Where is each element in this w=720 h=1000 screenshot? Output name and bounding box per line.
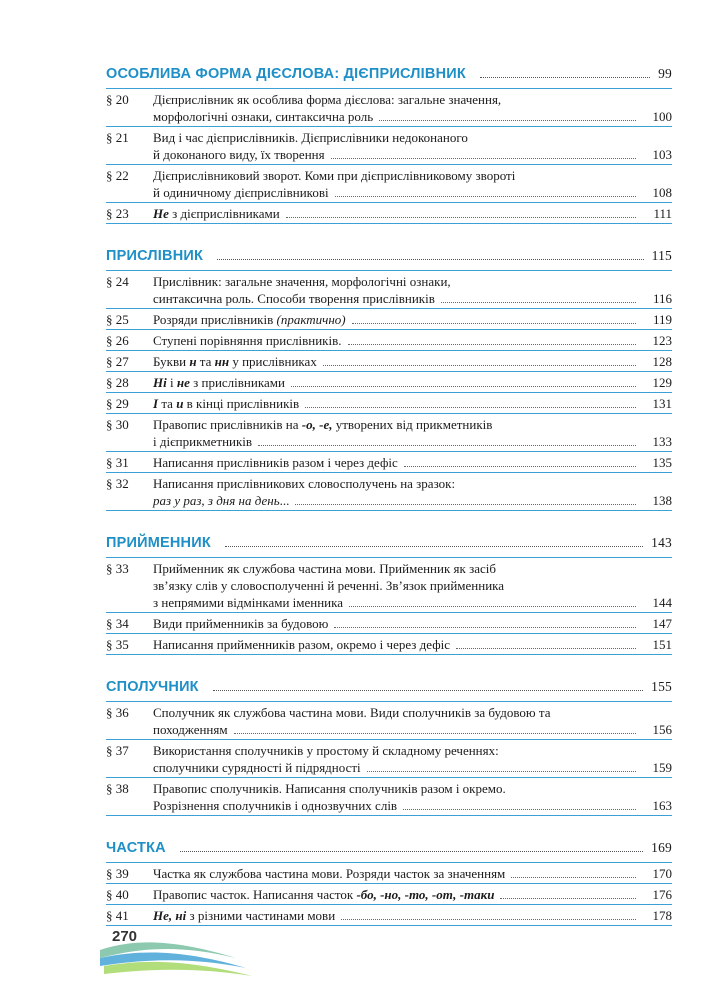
entry-text: Частка як службова частина мови. Розряди часток за значенням	[153, 866, 506, 881]
entry-text: Не	[153, 206, 169, 221]
entry-page: 178	[652, 908, 672, 923]
entry-text: ...	[279, 493, 290, 508]
section-entries	[106, 88, 672, 224]
entry-line	[153, 560, 672, 577]
entry-text: нн	[214, 354, 230, 369]
entry-text: Не, ні	[153, 908, 187, 923]
dot-leader	[511, 877, 636, 878]
section-title: ПРИСЛІВНИК	[106, 248, 204, 264]
toc-entry	[106, 740, 672, 778]
toc-entry	[106, 702, 672, 740]
entry-page: 131	[652, 396, 672, 411]
entry-line	[153, 577, 672, 594]
entry-line	[153, 332, 672, 349]
paragraph-number: § 29	[106, 396, 129, 411]
entry-line	[153, 704, 672, 721]
dot-leader	[286, 217, 636, 218]
page-footer	[96, 928, 256, 978]
entry-line	[153, 273, 672, 290]
entry-page: 159	[652, 760, 672, 775]
entry-text: сполучники сурядності й підрядності	[153, 760, 361, 775]
entry-text: -о, -е,	[301, 417, 333, 432]
entry-line	[153, 433, 672, 450]
dot-leader	[341, 919, 636, 920]
paragraph-number: § 27	[106, 354, 129, 369]
entry-page: 176	[652, 887, 672, 902]
entry-page: 156	[652, 722, 672, 737]
section-page: 99	[658, 66, 672, 81]
dot-leader	[291, 386, 636, 387]
entry-text: Правопис прислівників на	[153, 417, 302, 432]
toc-entry	[106, 778, 672, 816]
section-title: ЧАСТКА	[106, 840, 166, 856]
toc-entry	[106, 393, 672, 414]
toc-entry	[106, 634, 672, 655]
paragraph-number: § 24	[106, 274, 129, 289]
toc-entry	[106, 558, 672, 613]
dot-leader	[225, 546, 643, 547]
paragraph-number: § 26	[106, 333, 129, 348]
paragraph-number: § 38	[106, 781, 129, 796]
entry-line	[153, 311, 672, 328]
entry-page: 100	[652, 109, 672, 124]
toc-entry	[106, 905, 672, 926]
paragraph-number: § 35	[106, 637, 129, 652]
entry-text: Ні	[153, 375, 167, 390]
paragraph-number: § 32	[106, 476, 129, 491]
entry-page: 108	[652, 185, 672, 200]
entry-line	[153, 374, 672, 391]
section-title: ПРИЙМЕННИК	[106, 535, 211, 551]
toc-entry	[106, 165, 672, 203]
paragraph-number: § 22	[106, 168, 129, 183]
section-page: 169	[651, 840, 672, 855]
paragraph-number: § 39	[106, 866, 129, 881]
entry-line	[153, 290, 672, 307]
toc-entry	[106, 351, 672, 372]
section-entries	[106, 862, 672, 926]
dot-leader	[234, 733, 636, 734]
entry-text: Правопис часток. Написання часток	[153, 887, 357, 902]
entry-text: (практично)	[276, 312, 346, 327]
toc-entry	[106, 271, 672, 309]
entry-line	[153, 886, 672, 903]
entry-page: 129	[652, 375, 672, 390]
entry-text: синтаксична роль. Способи творення прислівників	[153, 291, 435, 306]
entry-text: з прислівниками	[189, 375, 285, 390]
entry-line	[153, 636, 672, 653]
entry-text: Дієприслівник як особлива форма дієслова: загальне значення,	[153, 92, 502, 107]
dot-leader	[367, 771, 636, 772]
dot-leader	[456, 648, 636, 649]
paragraph-number: § 20	[106, 92, 129, 107]
entry-line	[153, 492, 672, 509]
entry-text: Прийменник як службова частина мови. Прийменник як засіб	[153, 561, 496, 576]
dot-leader	[335, 196, 636, 197]
dot-leader	[403, 809, 636, 810]
entry-line	[153, 91, 672, 108]
entry-page: 151	[652, 637, 672, 652]
entry-line	[153, 416, 672, 433]
entry-text: і дієприкметників	[153, 434, 253, 449]
entry-text: та	[158, 396, 177, 411]
section-heading	[106, 671, 672, 695]
entry-text: та	[196, 354, 215, 369]
dot-leader	[404, 466, 636, 467]
entry-text: у прислівниках	[229, 354, 317, 369]
entry-text: Написання прийменників разом, окремо і через дефіс	[153, 637, 451, 652]
entry-line	[153, 454, 672, 471]
entry-page: 128	[652, 354, 672, 369]
entry-text: в кінці прислівників	[183, 396, 300, 411]
entry-text: з непрямими відмінками іменника	[153, 595, 344, 610]
entry-line	[153, 129, 672, 146]
paragraph-number: § 31	[106, 455, 129, 470]
entry-text: Розрізнення сполучників і однозвучних слів	[153, 798, 398, 813]
section-heading	[106, 58, 672, 82]
entry-text: н	[189, 354, 197, 369]
dot-leader	[352, 323, 636, 324]
entry-text: Розряди прислівників	[153, 312, 277, 327]
dot-leader	[334, 627, 636, 628]
paragraph-number: § 40	[106, 887, 129, 902]
section-heading	[106, 832, 672, 856]
section-heading	[106, 240, 672, 264]
entry-text: морфологічні ознаки, синтаксична роль	[153, 109, 374, 124]
dot-leader	[331, 158, 636, 159]
toc-entry	[106, 127, 672, 165]
entry-text: Використання сполучників у простому й складному реченнях:	[153, 743, 499, 758]
entry-page: 138	[652, 493, 672, 508]
toc-entry	[106, 452, 672, 473]
entry-line	[153, 742, 672, 759]
section-entries	[106, 270, 672, 511]
entry-line	[153, 907, 672, 924]
entry-line	[153, 721, 672, 738]
paragraph-number: § 37	[106, 743, 129, 758]
paragraph-number: § 41	[106, 908, 129, 923]
entry-text: з різними частинами мови	[186, 908, 336, 923]
paragraph-number: § 36	[106, 705, 129, 720]
entry-page: 111	[653, 206, 672, 221]
paragraph-number: § 23	[106, 206, 129, 221]
entry-line	[153, 594, 672, 611]
entry-text: Написання прислівникових словосполучень на зразок:	[153, 476, 456, 491]
dot-leader	[258, 445, 636, 446]
entry-line	[153, 205, 672, 222]
page-number: 270	[112, 928, 138, 945]
dot-leader	[500, 898, 636, 899]
dot-leader	[305, 407, 636, 408]
entry-text: не	[176, 375, 190, 390]
table-of-contents	[106, 58, 672, 926]
toc-entry	[106, 884, 672, 905]
entry-line	[153, 865, 672, 882]
section-page: 155	[651, 679, 672, 694]
entry-text: и	[176, 396, 184, 411]
entry-line	[153, 780, 672, 797]
toc-entry	[106, 309, 672, 330]
section-entries	[106, 557, 672, 655]
toc-entry	[106, 372, 672, 393]
entry-text: раз у раз, з дня на день	[153, 493, 280, 508]
dot-leader	[349, 606, 636, 607]
entry-text: -бо, -но, -то, -от, -таки	[356, 887, 495, 902]
entry-text: Прислівник: загальне значення, морфологічні ознаки,	[153, 274, 451, 289]
paragraph-number: § 30	[106, 417, 129, 432]
entry-text: Вид і час дієприслівників. Дієприслівники недоконаного	[153, 130, 468, 145]
entry-line	[153, 395, 672, 412]
entry-line	[153, 475, 672, 492]
toc-entry	[106, 863, 672, 884]
entry-line	[153, 759, 672, 776]
paragraph-number: § 25	[106, 312, 129, 327]
dot-leader	[217, 259, 644, 260]
section-title: ОСОБЛИВА ФОРМА ДІЄСЛОВА: ДІЄПРИСЛІВНИК	[106, 66, 466, 82]
entry-page: 135	[652, 455, 672, 470]
entry-page: 147	[652, 616, 672, 631]
entry-page: 133	[652, 434, 672, 449]
entry-page: 116	[652, 291, 672, 306]
dot-leader	[348, 344, 637, 345]
entry-text: Дієприслівниковий зворот. Коми при дієприслівниковому звороті	[153, 168, 516, 183]
paragraph-number: § 33	[106, 561, 129, 576]
entry-page: 123	[652, 333, 672, 348]
entry-line	[153, 167, 672, 184]
entry-text: утворених від прикметників	[332, 417, 493, 432]
dot-leader	[295, 504, 636, 505]
dot-leader	[213, 690, 643, 691]
entry-text: зв’язку слів у словосполученні й реченні. Зв’язок прийменника	[153, 578, 505, 593]
entry-text: Правопис сполучників. Написання сполучників разом і окремо.	[153, 781, 506, 796]
entry-page: 163	[652, 798, 672, 813]
dot-leader	[379, 120, 636, 121]
section-heading	[106, 527, 672, 551]
entry-text: Ступені порівняння прислівників.	[153, 333, 342, 348]
paragraph-number: § 21	[106, 130, 129, 145]
entry-text: Букви	[153, 354, 190, 369]
toc-entry	[106, 473, 672, 511]
entry-page: 103	[652, 147, 672, 162]
section-title: СПОЛУЧНИК	[106, 679, 199, 695]
entry-page: 170	[652, 866, 672, 881]
entry-text: й доконаного виду, їх творення	[153, 147, 325, 162]
dot-leader	[480, 77, 650, 78]
entry-page: 144	[652, 595, 672, 610]
section-entries	[106, 701, 672, 816]
entry-text: й одиничному дієприслівникові	[153, 185, 329, 200]
entry-text: і	[166, 375, 177, 390]
paragraph-number: § 28	[106, 375, 129, 390]
dot-leader	[323, 365, 636, 366]
entry-text: походженням	[153, 722, 228, 737]
toc-entry	[106, 414, 672, 452]
toc-entry	[106, 330, 672, 351]
entry-line	[153, 146, 672, 163]
entry-text: Сполучник як службова частина мови. Види сполучників за будовою та	[153, 705, 551, 720]
paragraph-number: § 34	[106, 616, 129, 631]
entry-line	[153, 615, 672, 632]
dot-leader	[441, 302, 636, 303]
entry-line	[153, 108, 672, 125]
toc-entry	[106, 203, 672, 224]
toc-entry	[106, 89, 672, 127]
entry-page: 119	[652, 312, 672, 327]
entry-text: Написання прислівників разом і через дефіс	[153, 455, 398, 470]
toc-entry	[106, 613, 672, 634]
entry-text: Види прийменників за будовою	[153, 616, 329, 631]
entry-line	[153, 184, 672, 201]
dot-leader	[180, 851, 643, 852]
section-page: 143	[651, 535, 672, 550]
entry-line	[153, 797, 672, 814]
entry-text: з дієприслівниками	[168, 206, 280, 221]
entry-text: І	[153, 396, 159, 411]
entry-line	[153, 353, 672, 370]
section-page: 115	[651, 248, 672, 263]
